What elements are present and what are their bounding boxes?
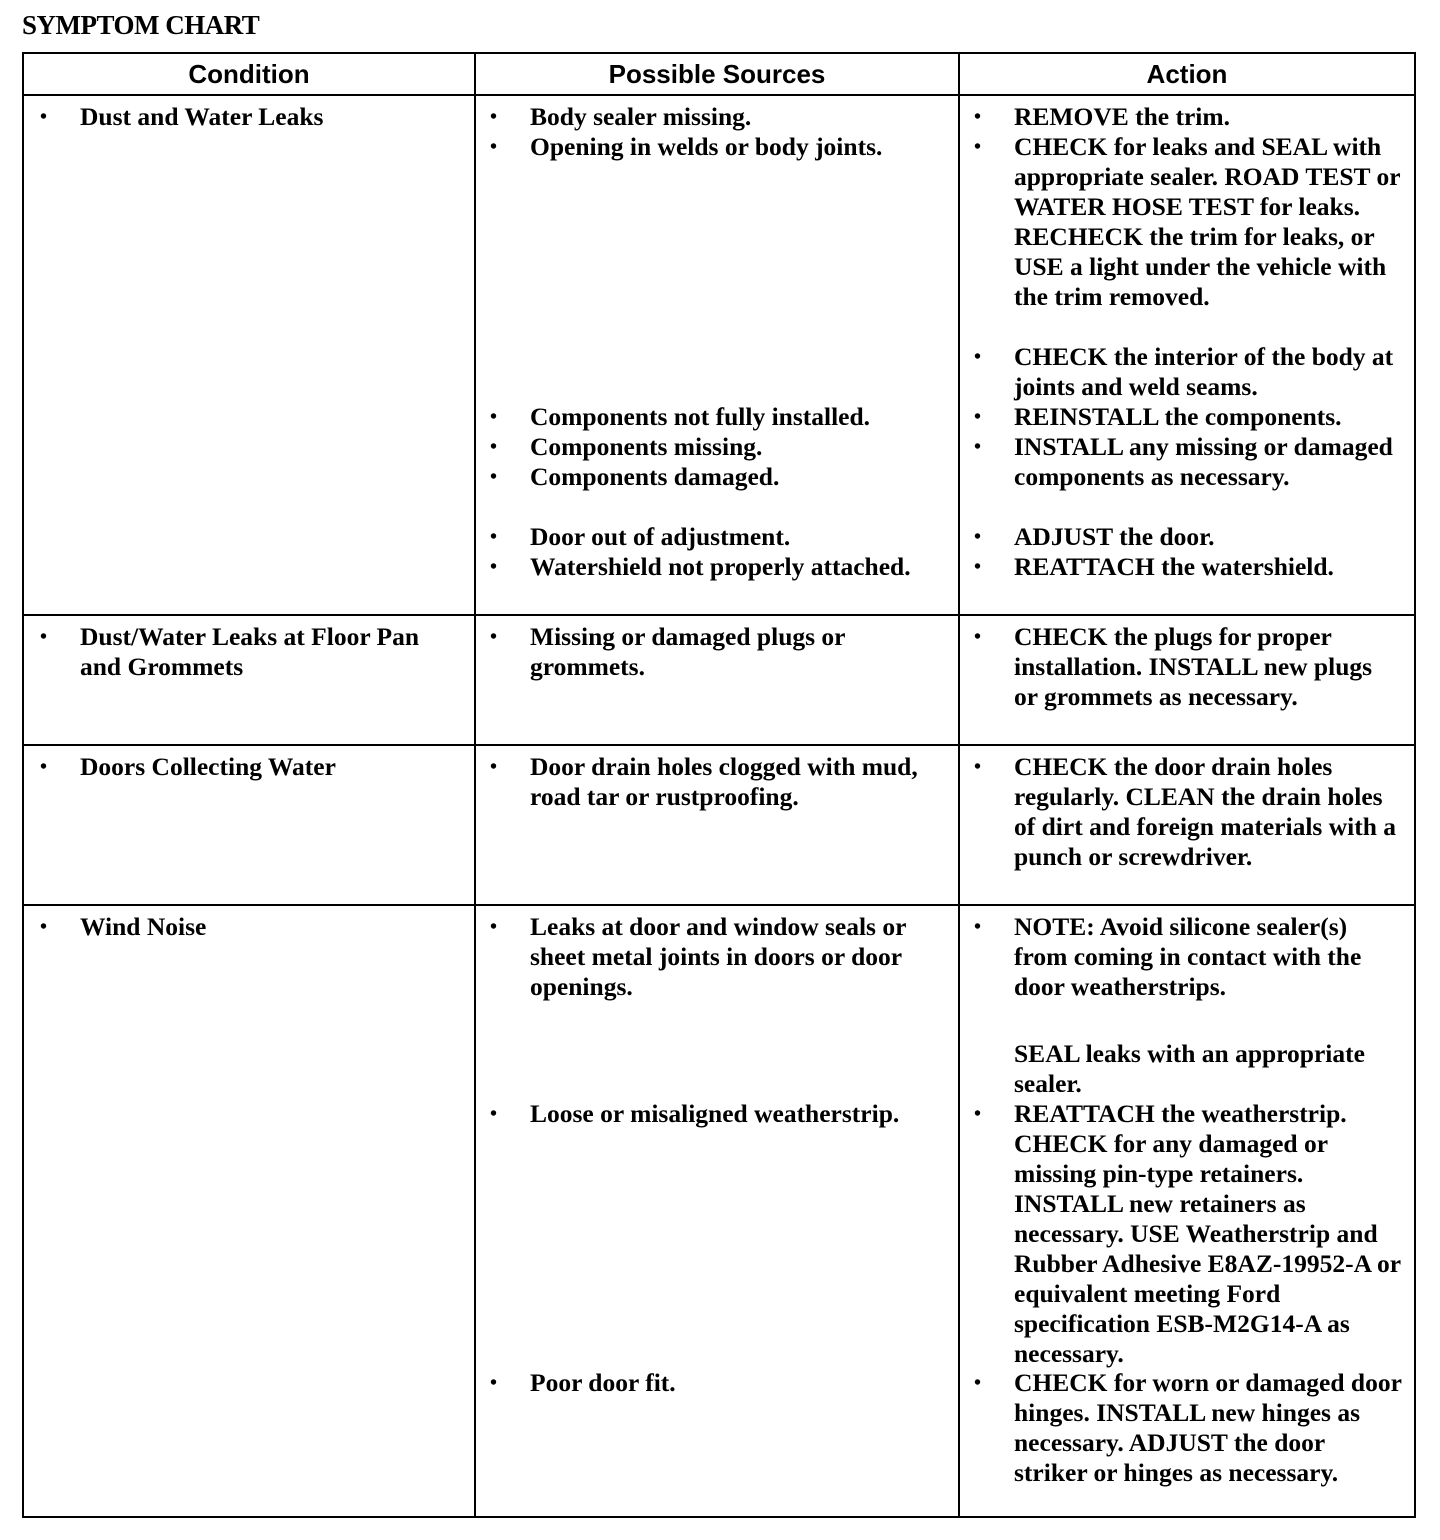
action-cell: [959, 745, 1415, 905]
source-item: • Components not fully installed.: [530, 402, 946, 432]
header-condition: Condition: [23, 53, 475, 95]
note-text: Avoid silicone sealer(s) from coming in contact with the door weatherstrips.: [1014, 912, 1362, 1001]
sources-cell: [475, 905, 959, 1517]
condition-cell: [23, 745, 475, 905]
source-item: • Components damaged.: [530, 462, 946, 492]
action-item: • CHECK the door drain holes regularly. CLEAN the drain holes of dirt and foreign materials with a punch or screwdriver.: [1014, 752, 1402, 872]
table-row: [23, 95, 1415, 615]
condition-cell: [23, 905, 475, 1517]
source-item: • Loose or misaligned weatherstrip.: [530, 1099, 946, 1129]
action-item: • INSTALL any missing or damaged components as necessary.: [1014, 432, 1402, 492]
action-item: • CHECK the interior of the body at joints and weld seams.: [1014, 342, 1402, 402]
action-item: • REATTACH the weatherstrip. CHECK for any damaged or missing pin-type retainers. INSTALL new retainers as necessary. USE Weatherstrip and Rubber Adhesive E8AZ-19952-A or equivalent meeting Ford specification ESB-M2G14-A as necessary.: [1014, 1099, 1402, 1369]
action-item: SEAL leaks with an appropriate sealer.: [1014, 1039, 1365, 1098]
source-item: • Door drain holes clogged with mud, road tar or rustproofing.: [530, 752, 946, 812]
sources-cell: [475, 615, 959, 745]
condition-cell: [23, 95, 475, 615]
source-item: • Leaks at door and window seals or sheet metal joints in doors or door openings.: [530, 912, 946, 1002]
table-row: [23, 745, 1415, 905]
source-item: • Components missing.: [530, 432, 946, 462]
condition-text: • Doors Collecting Water: [80, 752, 462, 782]
source-item: • Watershield not properly attached.: [530, 552, 946, 582]
header-action: Action: [959, 53, 1415, 95]
symptom-chart-table: [22, 52, 1416, 1518]
action-cell: [959, 615, 1415, 745]
page-title: SYMPTOM CHART: [22, 10, 260, 40]
table-row: [23, 615, 1415, 745]
header-possible-sources: Possible Sources: [475, 53, 959, 95]
action-cell: [959, 905, 1415, 1517]
note-label: NOTE:: [1014, 912, 1095, 941]
action-cell: [959, 95, 1415, 615]
condition-cell: [23, 615, 475, 745]
table-row: [23, 905, 1415, 1517]
action-item: • CHECK for leaks and SEAL with appropriate sealer. ROAD TEST or WATER HOSE TEST for leaks. RECHECK the trim for leaks, or USE a light under the vehicle with the trim removed.: [1014, 132, 1402, 312]
source-item: • Missing or damaged plugs or grommets.: [530, 622, 946, 682]
source-item: • Door out of adjustment.: [530, 522, 946, 552]
sources-cell: [475, 745, 959, 905]
header-row: [23, 53, 1415, 95]
condition-text: • Wind Noise: [80, 912, 462, 942]
source-item: • Poor door fit.: [530, 1368, 946, 1398]
source-item: • Body sealer missing.: [530, 102, 946, 132]
action-item: • CHECK the plugs for proper installation. INSTALL new plugs or grommets as necessary.: [1014, 622, 1402, 712]
condition-text: • Dust/Water Leaks at Floor Pan and Grommets: [80, 622, 462, 682]
note-item: [1014, 912, 1402, 1002]
sources-cell: [475, 95, 959, 615]
action-item: • REATTACH the watershield.: [1014, 552, 1402, 582]
source-item: • Opening in welds or body joints.: [530, 132, 946, 162]
action-item: • ADJUST the door.: [1014, 522, 1402, 552]
action-item: • REINSTALL the components.: [1014, 402, 1402, 432]
condition-text: • Dust and Water Leaks: [80, 102, 462, 132]
action-item: • CHECK for worn or damaged door hinges. INSTALL new hinges as necessary. ADJUST the door striker or hinges as necessary.: [1014, 1368, 1402, 1488]
action-item: • REMOVE the trim.: [1014, 102, 1402, 132]
